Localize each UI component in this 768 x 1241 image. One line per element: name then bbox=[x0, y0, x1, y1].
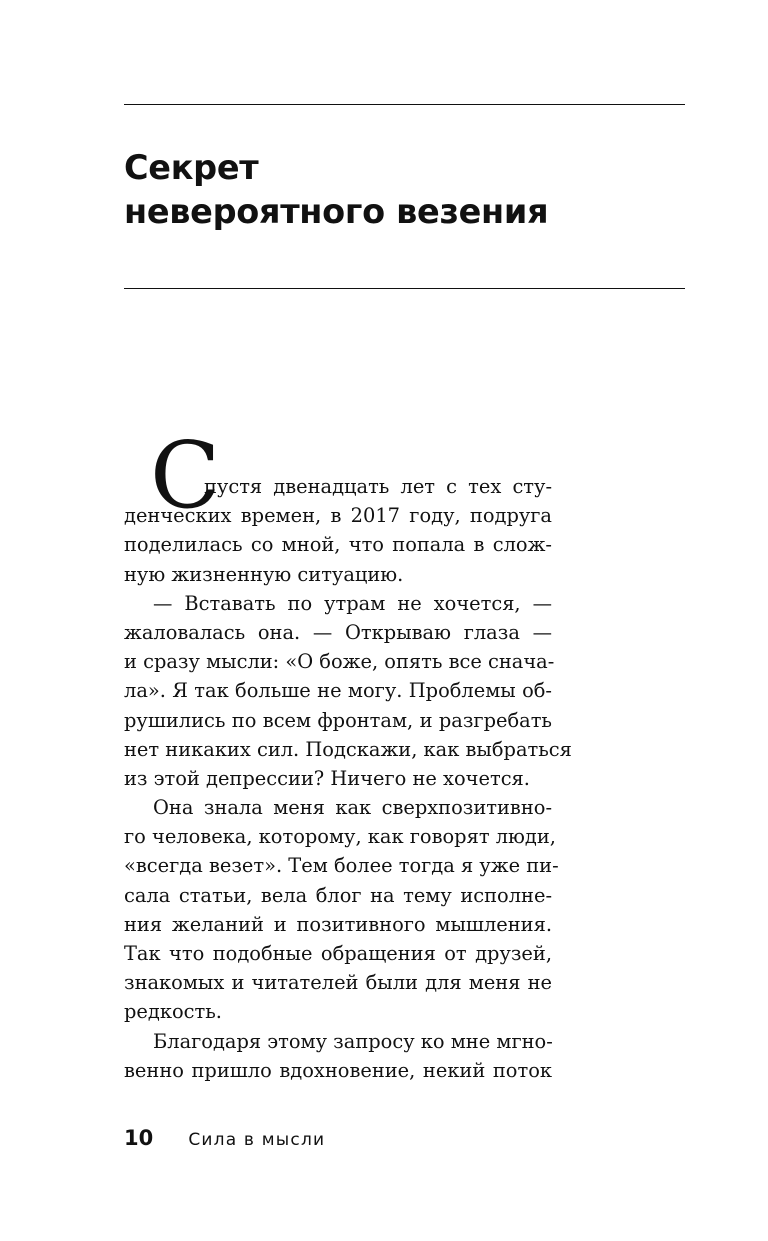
text-line: из этой депрессии? Ничего не хочется. bbox=[124, 766, 530, 790]
text-line: жаловалась она. — Открываю глаза — bbox=[124, 620, 552, 644]
chapter-title bbox=[124, 146, 684, 234]
text-line: ния желаний и позитивного мышления. bbox=[124, 912, 552, 936]
text-line: ла». Я так больше не могу. Проблемы об- bbox=[124, 679, 552, 703]
text-line: Так что подобные обращения от друзей, bbox=[124, 942, 552, 965]
page-number: 10 bbox=[124, 1126, 154, 1150]
text-line: Она знала меня как сверхпозитивно- bbox=[153, 796, 552, 820]
text-line: венно пришло вдохновение, некий поток bbox=[124, 1058, 552, 1082]
text-line: — Вставать по утрам не хочется, — bbox=[153, 591, 552, 615]
text-line: денческих времен, в 2017 году, подруга bbox=[124, 504, 552, 528]
drop-cap: С bbox=[150, 422, 221, 529]
text-line: «всегда везет». Тем более тогда я уже пи- bbox=[124, 854, 559, 878]
text-line: Благодаря этому запросу ко мне мгно- bbox=[153, 1029, 553, 1053]
body-text bbox=[124, 422, 572, 1085]
text-line: го человека, которому, как говорят люди, bbox=[124, 825, 556, 849]
text-line: пустя двенадцать лет с тех сту- bbox=[204, 475, 552, 498]
text-line: нет никаких сил. Подскажи, как выбраться bbox=[124, 737, 572, 761]
chapter-title-line-2: невероятного везения bbox=[124, 192, 549, 231]
text-line: поделилась со мной, что попала в слож- bbox=[124, 533, 552, 557]
text-line: ную жизненную ситуацию. bbox=[124, 562, 404, 586]
page-footer bbox=[124, 1122, 325, 1154]
text-line: сала статьи, вела блог на тему исполне- bbox=[124, 883, 552, 907]
text-line: знакомых и читателей были для меня не bbox=[124, 971, 552, 995]
top-rule bbox=[124, 104, 685, 105]
text-line: редкость. bbox=[124, 1000, 222, 1024]
running-head: Сила в мысли bbox=[188, 1130, 326, 1150]
bottom-rule bbox=[124, 288, 685, 289]
chapter-title-line-1: Секрет bbox=[124, 148, 259, 187]
text-line: и сразу мысли: «О боже, опять все снача- bbox=[124, 650, 555, 674]
text-line: рушились по всем фронтам, и разгребать bbox=[124, 708, 552, 732]
